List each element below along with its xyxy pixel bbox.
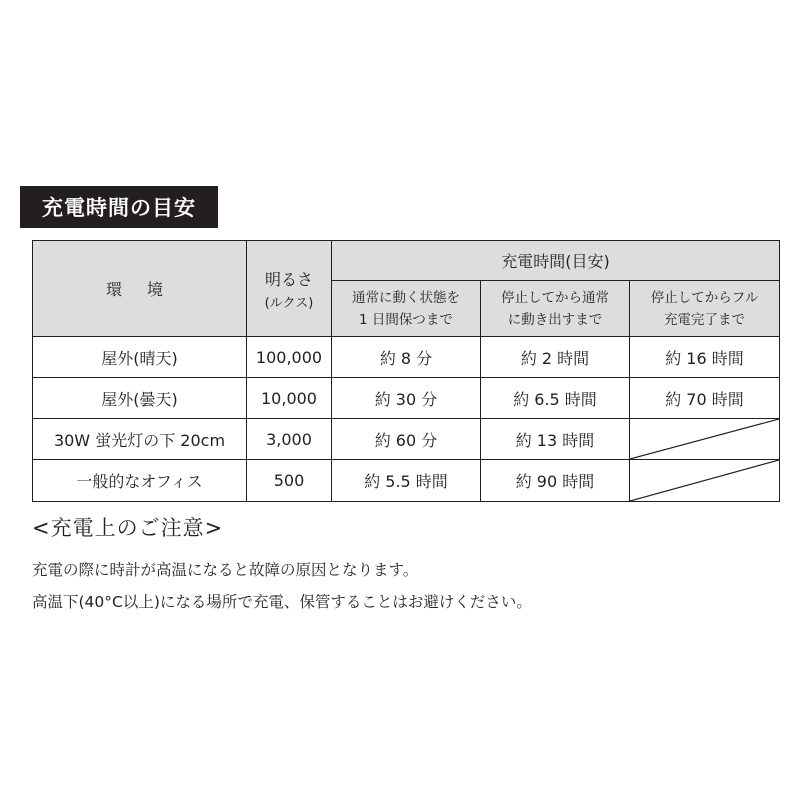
cell-time-1day: 約 8 分 bbox=[332, 337, 481, 378]
header-sub-2 bbox=[481, 281, 630, 337]
diagonal-slash bbox=[630, 460, 779, 501]
table-row bbox=[33, 419, 780, 460]
header-environment: 環 境 bbox=[33, 241, 247, 337]
cell-time-restart: 約 13 時間 bbox=[481, 419, 630, 460]
cell-not-applicable bbox=[630, 460, 780, 502]
header-sub-1-line2: 1 日間保つまで bbox=[359, 311, 453, 328]
cell-lux: 3,000 bbox=[247, 419, 332, 460]
header-sub-1-line1: 通常に動く状態を bbox=[352, 289, 460, 306]
cell-time-1day: 約 30 分 bbox=[332, 378, 481, 419]
charging-time-table bbox=[32, 240, 780, 502]
cell-time-restart: 約 6.5 時間 bbox=[481, 378, 630, 419]
cell-environment: 一般的なオフィス bbox=[33, 460, 247, 502]
header-brightness bbox=[247, 241, 332, 337]
cell-environment: 30W 蛍光灯の下 20cm bbox=[33, 419, 247, 460]
header-sub-1 bbox=[332, 281, 481, 337]
notice-title: <充電上のご注意> bbox=[32, 516, 224, 540]
header-sub-2-line2: に動き出すまで bbox=[507, 311, 603, 328]
notice-line: 充電の際に時計が高温になると故障の原因となります。 bbox=[32, 561, 419, 579]
cell-time-restart: 約 2 時間 bbox=[481, 337, 630, 378]
cell-time-1day: 約 60 分 bbox=[332, 419, 481, 460]
cell-time-1day: 約 5.5 時間 bbox=[332, 460, 481, 502]
header-brightness-unit: (ルクス) bbox=[264, 295, 314, 311]
header-charge-time: 充電時間(目安) bbox=[332, 241, 780, 281]
table-row bbox=[33, 337, 780, 378]
cell-time-full: 約 16 時間 bbox=[630, 337, 780, 378]
header-brightness-label: 明るさ bbox=[264, 269, 313, 289]
cell-time-full: 約 70 時間 bbox=[630, 378, 780, 419]
header-sub-3 bbox=[630, 281, 780, 337]
section-heading: 充電時間の目安 bbox=[20, 186, 218, 228]
header-sub-3-line1: 停止してからフル bbox=[650, 289, 759, 306]
notice-line: 高温下(40°C以上)になる場所で充電、保管することはお避けください。 bbox=[32, 593, 532, 611]
cell-environment: 屋外(曇天) bbox=[33, 378, 247, 419]
cell-not-applicable bbox=[630, 419, 780, 460]
table-row bbox=[33, 460, 780, 502]
header-sub-2-line1: 停止してから通常 bbox=[501, 289, 609, 306]
cell-time-restart: 約 90 時間 bbox=[481, 460, 630, 502]
diagonal-slash bbox=[630, 419, 779, 459]
table-row bbox=[33, 378, 780, 419]
cell-lux: 500 bbox=[247, 460, 332, 502]
cell-lux: 100,000 bbox=[247, 337, 332, 378]
header-sub-3-line2: 充電完了まで bbox=[664, 311, 745, 328]
cell-lux: 10,000 bbox=[247, 378, 332, 419]
cell-environment: 屋外(晴天) bbox=[33, 337, 247, 378]
